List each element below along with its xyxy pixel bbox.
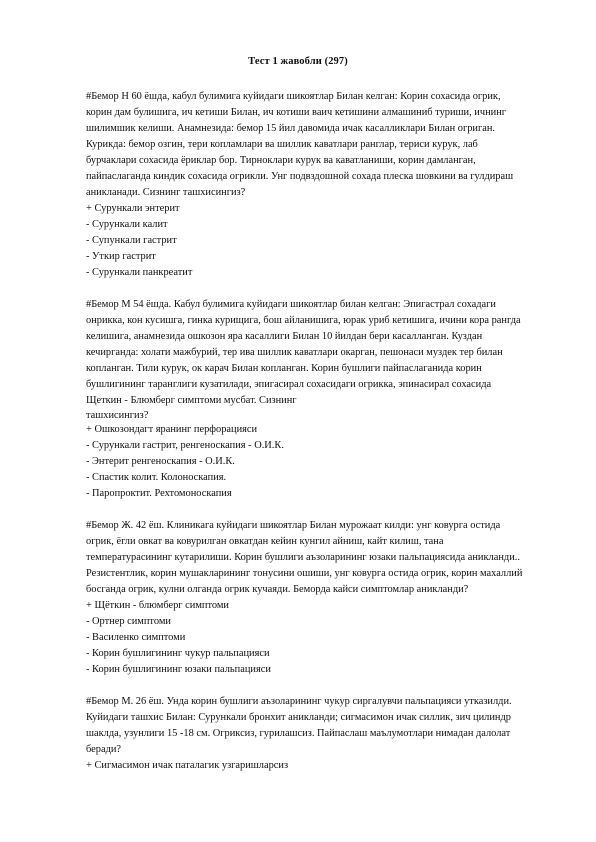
question-4-text: #Бемор М. 26 ёш. Унда корин бушлиги аъзоларининг чукур сиргалувчи пальпацияси утказилди. Куйидаги ташхис Билан: Сурункали бронхит аникланди; сигмасимон ичак силлик, зич цилиндр шаклда, узунлиги 15 -18 см. Огриксиз, гурилашсиз. Пайпаслаш маълумотлари нимадан далолат беради? [86, 696, 512, 755]
answer-option: + Щёткин - блюмберг симптоми [86, 600, 229, 611]
question-3 [86, 518, 526, 678]
answer-option: - Спастик колит. Колоноскапия. [86, 472, 227, 483]
question-4-answers [86, 758, 526, 774]
answer-option: - Сурункали калит [86, 219, 168, 230]
answer-option: + Сурункали энтерит [86, 203, 180, 214]
document-title: Тест 1 жавобли (297) [248, 56, 348, 67]
answer-option: - Паропроктит. Рехтомоноскапия [86, 488, 232, 499]
answer-option: - Супункали гастрит [86, 235, 177, 246]
answer-option: - Корин бушлигининг чукур пальпацияси [86, 648, 270, 659]
question-1-text: #Бемор Н 60 ёшда, кабул булимига куйидаги шикоятлар Билан келган: Корин сохасида огрик, корин дам булишига, ич кетиши Билан, ич котиши ваич кетишини алмашиниб туриши, ичнинг шилимшик келиши. Анамнезида: бемор 15 йил давомида ичак касалликлари Билан огриган. Курикда: бемор озгин, тери копламлари ва шиллик каватлари ранглар, териси курук, лаб бурчаклари сохасида ёриклар бор. Тирноклари курук ва каватланиши, корин дамланган, пайпаслаганда киндик сохасида огрикли. Унг подвздошной сохада плеска шовкини ва гулдираш аникланади. Сизнинг ташхисингиз? [86, 91, 514, 198]
answer-option: - Сурункали гастрит, ренгеноскапия - О.И.К. [86, 440, 284, 451]
answer-option: - Уткир гастрит [86, 251, 156, 262]
paragraph-gap [86, 678, 526, 694]
answer-option: - Корин бушлигининг юзаки пальпацияси [86, 664, 271, 675]
paragraph-gap [86, 281, 526, 297]
question-1 [86, 89, 526, 281]
answer-option: + Сигмасимон ичак паталагик узгаришларсиз [86, 760, 289, 771]
document-body [86, 89, 526, 774]
question-2-answers [86, 422, 526, 502]
answer-option: - Энтерит ренгеноскапия - О.И.К. [86, 456, 235, 467]
paragraph-gap [86, 502, 526, 518]
answer-option: - Василенко симптоми [86, 632, 186, 643]
question-4 [86, 694, 526, 774]
question-3-answers [86, 598, 526, 678]
answer-option: - Сурункали панкреатит [86, 267, 193, 278]
question-2-text: #Бемор М 54 ёшда. Кабул булимига куйидаги шикоятлар билан келган: Эпигастрал сохадаги онрикка, кон кусишга, гинка курищига, бош айланишига, юрак уриб кетишига, ичини кора рангда келишига, анамнезида ошкозон яра касаллиги Билан 10 йилдан бери касалланган. Куздан кечирганда: холати мажбурий, тер ива шиллик каватлари окарган, пешонаси муздек тер билан копланган. Тили курук, ок карач Билан копланган. Корин бушлиги пайпаслаганида корин бушлигининг таранглиги кузатилади, эпигасирал сохасидаги огрикка, эпинасирал сохасида Щеткин - Блюмберг симптоми мусбат. Сизнинг [86, 299, 521, 406]
answer-option: - Ортнер симптоми [86, 616, 171, 627]
question-3-text: #Бемор Ж. 42 ёш. Клиникага куйидаги шикоятлар Билан мурожаат килди: унг ковурга остида огрик, ёгли овкат ва ковурилган овкатдан кейин кунгил айниш, кайт килиш, тана температурасининг кутарилиши. Корин бушлиги аъзоларининг юзаки пальпациясида аникланди.. Резистентлик, корин мушакларининг тонусини ошиши, унг ковурга остида огрик, корин махаллий босганда огрик, кулни олганда огрик кучаяди. Беморда кайси симптомлар аникланди? [86, 520, 523, 595]
answer-option: + Ошкозондагт яранинг перфорацияси [86, 424, 258, 435]
question-2-text-end: ташхисингиз? [86, 410, 149, 421]
question-2 [86, 297, 526, 502]
question-1-answers [86, 201, 526, 281]
